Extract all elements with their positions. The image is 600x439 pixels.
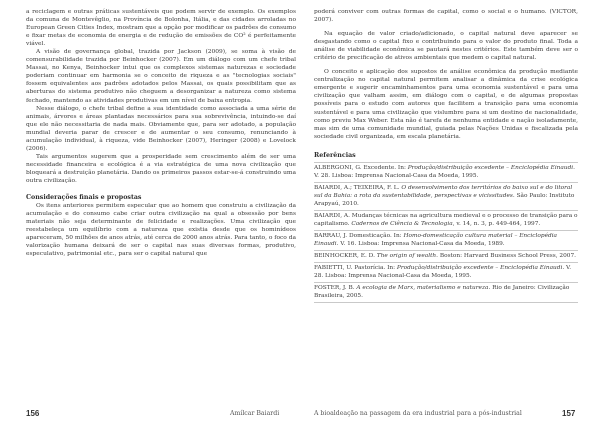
right-footer [562,410,575,419]
reference-title: O desenvolvimento dos territórios do baixo sul e do litoral sul da Bahia: a rota da sustentabilidade, perspectivas e vicissitudes [314,184,573,199]
left-paragraph-1: a reciclagem e outras práticas sustentáveis que podem servir de exemplo. Os exemplos da comuna de Montevêglio, na Província de Bolonha, Itália, e das cidades arroladas no European Green Cities Index, mostram que a opção por modificar os padrões de consumo e fixar metas de economia de energia e de redução de emissões de CO² é perfeitamente viável. [26,9,296,48]
left-paragraph-3: Nesse diálogo, o chefe tribal define a sua identidade como associada a uma série de animais, árvores e áreas plantadas necessários para sua sobrevivência, intuindo-se daí que ele não necessitaria de nada mais. Obviamente que, para ser adotado, a população mundial deveria parar de crescer e de aumentar o seu consumo, renunciando à acumulação individual, à riqueza, vide Beinhocker (2007), Heringer (2008) e Lovelock (2006). [26,105,296,152]
reference-title: Produção/distribuição excedente – Enciclopédia Einaudi [396,264,563,271]
left-footer [26,410,39,419]
right-page-column [314,8,578,303]
reference-details: . Boston: Harvard Business School Press, 2007. [436,252,576,259]
reference-details: , v. 14, n. 3, p. 449-464, 1997. [452,220,541,227]
running-title: A bioaldeação na passagem da era industrial para a pós-industrial [314,410,522,417]
right-paragraph-1: poderá conviver com outras formas de capital, como o social e o humano. (VICTOR, 2007). [314,9,578,24]
left-page-column [26,8,296,258]
reference-title: Produção/distribuição excedente – Enciclopédia Einaudi [407,164,574,171]
reference-title: A ecologia de Marx, materialismo e natureza [356,284,489,291]
left-paragraph-5: Os itens anteriores permitem especular que ao homem que construiu a civilização da acumulação e do consumo cabe criar outra civilização na qual a obsessão por bens materiais não seja determinante de felicidade e realizações. Uma civilização que reestabeleça um equilíbrio com a natureza que existia desde que os hominídeos apareceram, 50 milhões de anos atrás, até cerca de 2000 anos atrás. Para tanto, o foco da valorização humana deixará de ser o capital nas suas diversas formas, produtivo, especulativo, patrimonial etc., para ser o capital natural que [26,203,296,258]
reference-entry [314,231,578,251]
right-paragraph-2: Na equação de valor criado/adicionado, o capital natural deve aparecer se desgastando como o capital fixo e contribuindo para o valor do produto final. Toda a análise de viabilidade econômica se pautará nestes critérios. Este também deve ser o critério de precificação de ativos ambientais que medem o capital natural. [314,31,578,62]
reference-details: . V. 28. Lisboa: Imprensa Nacional-Casa da Moeda, 1995. [314,264,572,279]
reference-author: ALBERGONI, G. Excedente. In: [314,164,408,171]
reference-details: . V. 28. Lisboa: Imprensa Nacional-Casa da Moeda, 1995. [314,164,576,179]
reference-title: The origin of wealth [376,252,437,259]
reference-entry [314,263,578,283]
section-heading: Considerações finais e propostas [26,194,142,202]
reference-details: . Rio de Janeiro: Civilização Brasileira, 2005. [314,284,570,299]
reference-entry [314,251,578,263]
reference-author: BEINHOCKER, E. D. [314,252,377,259]
reference-details: . V. 16. Lisboa: Imprensa Nacional-Casa da Moeda, 1989. [336,240,505,247]
reference-entry [314,183,578,211]
left-page-number: 156 [26,409,40,418]
spacer [26,185,296,193]
reference-author: BAIARDI, A. Mudanças técnicas na agricultura medieval e o processo de transição para o capitalismo. [314,212,578,227]
references-list [314,162,578,303]
running-author: Amílcar Baiardi [230,410,280,417]
reference-details: . São Paulo: Instituto Arapyaú, 2010. [314,192,575,207]
left-paragraph-4: Tais argumentos sugerem que a prosperidade sem crescimento além de ser uma necessidade financeira e ecológica é a via estratégica de uma nova civilização que bloqueará a destruição planetária. Dando os primeiros passos estar-se-á construindo uma outra civilização. [26,153,296,184]
right-page-number: 157 [562,409,576,418]
right-paragraph-3: O conceito e aplicação dos supostos de análise econômica da produção mediante centralização no capital natural permitem analisar a dinâmica da crise ecológica emergente e sugerir encaminhamentos para uma economia sustentável e para uma civilização que valham assim, em diálogo com o capital, e de algumas propostas possíveis para o estudo com autores que facilitem a transição para uma economia sustentável e para uma civilização que vislumbre para si um destino de nacionalidade, como previu Max Weber. Esta não é tarefa de nenhuma entidade e nação isoladamente, mas sim de uma comunidade mundial, guiada pelas Nações Unidas e fiscalizada pela sociedade civil organizada, em escala planetária. [314,69,578,140]
right-footer-title [314,410,522,418]
reference-author: FOSTER, J. B. [314,284,357,291]
left-running-author [230,410,279,418]
reference-author: BAIARDI, A.; TEIXEIRA, F. L. [314,184,402,191]
references-heading: Referências [314,151,356,159]
reference-author: FABIETTI, U. Pastorícia. In: [314,264,397,271]
reference-author: BARRAU, J. Domesticação. In: [314,232,404,239]
reference-title: Homo-domesticação cultura material – Enciclopédia Einaudi [314,232,558,247]
left-paragraph-2: A visão de governança global, trazida por Jackson (2009), se soma à visão de comensurabilidade trazida por Beinhocker (2007). Em um diálogo com um chefe tribal Massai, no Kenya, Beinhocker intui que os complexos sistemas naturezas e sociedade poderiam continuar em harmonia se o conceito de riqueza e as "tecnologias sociais" fossem equivalentes aos padrões adotados pelos Massai, os quais possibilitam que as aberturas do sistema produtivo não cheguem a desorganizar a natureza como sistema fechado, mantendo as atividades produtivas em um nível de baixa entropia. [26,49,296,104]
reference-entry [314,283,578,303]
reference-entry [314,162,578,183]
reference-title: Cadernos de Ciência & Tecnologia [351,220,453,227]
reference-entry [314,211,578,231]
